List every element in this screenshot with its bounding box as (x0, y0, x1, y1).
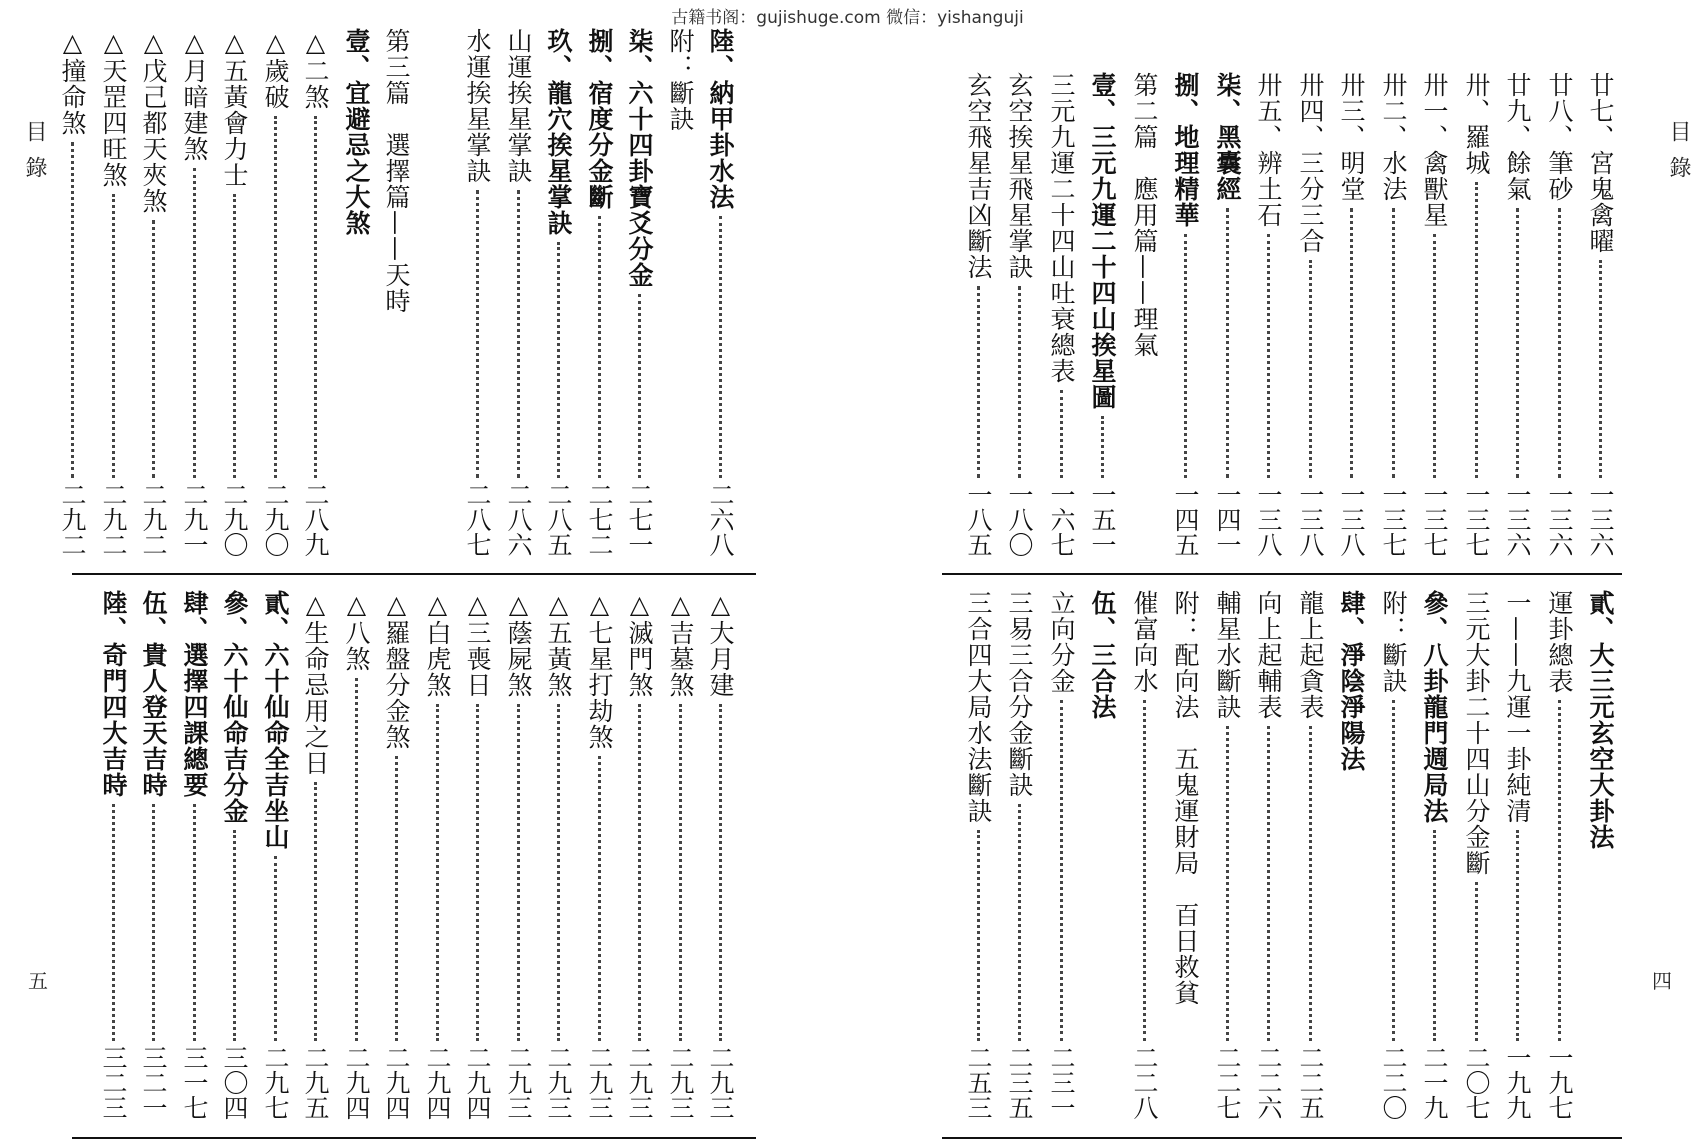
toc-leader-dots (517, 704, 520, 1041)
toc-leader-dots (517, 190, 520, 478)
toc-entry-title: 陸、納甲卦水法 (706, 28, 735, 210)
toc-entry-title: 卅、羅城 (1462, 72, 1491, 176)
toc-entry[interactable] (417, 28, 457, 571)
toc-leader-dots (557, 704, 560, 1041)
toc-entry-title: 柒、六十四卦寶爻分金 (625, 28, 654, 288)
toc-page-number: 二二〇 (1379, 1045, 1408, 1120)
toc-entry-title: 三元九運二十四山吐衰總表 (1047, 72, 1076, 384)
toc-page-number: 二三一 (1047, 1045, 1076, 1120)
toc-entry[interactable] (255, 28, 295, 571)
toc-entry-title: 運卦總表 (1545, 590, 1574, 694)
right-bottom-rule (942, 1137, 1622, 1139)
toc-entry-title: 廿九、餘氣 (1503, 72, 1532, 202)
toc-entry-title: 玖、龍穴挨星掌訣 (544, 28, 573, 236)
toc-entry[interactable] (174, 28, 214, 571)
toc-leader-dots (719, 216, 722, 478)
toc-entry-title: 龍上起貪表 (1296, 590, 1325, 720)
toc-entry-title: 附：斷訣 (666, 28, 695, 132)
toc-entry[interactable] (1373, 590, 1413, 1135)
toc-page-number: 二二七 (1213, 1045, 1242, 1120)
toc-entry[interactable] (1456, 72, 1496, 571)
toc-entry-title: 附：斷訣 (1379, 590, 1408, 694)
toc-page-number: 二二八 (1130, 1045, 1159, 1120)
toc-page-number: 二一九 (1420, 1045, 1449, 1120)
left-divider (72, 573, 756, 575)
toc-leader-dots (112, 194, 115, 478)
toc-entry[interactable] (538, 590, 578, 1135)
toc-page-number: 二八七 (463, 482, 492, 557)
toc-page-number: 二九二 (139, 482, 168, 557)
toc-page-number: 一八五 (964, 482, 993, 557)
right-page-number: 四 (1652, 969, 1672, 993)
toc-leader-dots (679, 704, 682, 1041)
toc-entry[interactable] (457, 590, 497, 1135)
toc-page-number: 一六七 (1047, 482, 1076, 557)
toc-entry[interactable] (1248, 72, 1288, 571)
toc-leader-dots (1599, 260, 1602, 478)
toc-entry-title: 柒、黑囊經 (1213, 72, 1242, 202)
toc-leader-dots (1309, 260, 1312, 478)
toc-entry[interactable] (133, 28, 173, 571)
toc-entry[interactable] (255, 590, 295, 1135)
toc-entry-title: 伍、貴人登天吉時 (139, 590, 168, 798)
toc-page-number: 一九七 (1545, 1045, 1574, 1120)
toc-leader-dots (1226, 208, 1229, 478)
toc-entry-title: △二煞 (301, 28, 330, 110)
toc-leader-dots (1392, 700, 1395, 1041)
toc-page-number: 二九三 (585, 1045, 614, 1120)
toc-leader-dots (1143, 700, 1146, 1041)
toc-entry[interactable] (1207, 72, 1247, 571)
toc-page-number: 二七二 (585, 482, 614, 557)
toc-entry-title: △天罡四旺煞 (99, 28, 128, 188)
toc-leader-dots (1516, 830, 1519, 1041)
toc-entry-title: 玄空挨星飛星掌訣 (1005, 72, 1034, 280)
toc-entry[interactable] (660, 590, 700, 1135)
toc-entry[interactable] (133, 590, 173, 1135)
toc-leader-dots (395, 756, 398, 1041)
toc-leader-dots (355, 678, 358, 1041)
toc-entry[interactable] (1331, 72, 1371, 571)
toc-leader-dots (1475, 882, 1478, 1041)
toc-entry[interactable] (295, 28, 335, 571)
toc-entry[interactable] (1331, 590, 1371, 1135)
toc-leader-dots (1433, 234, 1436, 478)
toc-entry-title: 第三篇 選擇篇——天時 (382, 28, 411, 314)
toc-entry-title: 立向分金 (1047, 590, 1076, 694)
toc-leader-dots (1060, 390, 1063, 478)
toc-entry[interactable] (336, 590, 376, 1135)
toc-leader-dots (1475, 182, 1478, 478)
toc-entry[interactable] (1539, 590, 1579, 1135)
toc-leader-dots (1558, 700, 1561, 1041)
toc-page-number: 一三六 (1503, 482, 1532, 557)
toc-entry-title: 壹、三元九運二十四山挨星圖 (1088, 72, 1117, 410)
toc-page-number: 二九三 (544, 1045, 573, 1120)
toc-entry-title: 廿七、宮鬼禽曜 (1586, 72, 1615, 254)
toc-entry-title: 捌、宿度分金斷 (585, 28, 614, 210)
toc-entry[interactable] (619, 590, 659, 1135)
toc-leader-dots (1101, 416, 1104, 478)
toc-entry-title: △吉墓煞 (666, 590, 695, 698)
toc-page-number: 二九三 (504, 1045, 533, 1120)
toc-leader-dots (977, 286, 980, 478)
toc-entry-title: 捌、地理精華 (1171, 72, 1200, 228)
toc-page-number: 二九四 (463, 1045, 492, 1120)
toc-entry-title: △羅盤分金煞 (382, 590, 411, 750)
left-page-number: 五 (28, 969, 48, 993)
toc-entry[interactable] (336, 28, 376, 571)
toc-page-number: 二九一 (180, 482, 209, 557)
toc-entry-title: 陸、奇門四大吉時 (99, 590, 128, 798)
toc-entry[interactable] (295, 590, 335, 1135)
toc-page-number: 一三七 (1420, 482, 1449, 557)
left-side-label: 目錄 (22, 120, 47, 192)
toc-entry-title: 玄空飛星吉凶斷法 (964, 72, 993, 280)
toc-entry[interactable] (579, 590, 619, 1135)
toc-page-number: 一三七 (1462, 482, 1491, 557)
toc-entry[interactable] (1539, 72, 1579, 571)
toc-page-number: 二三五 (1005, 1045, 1034, 1120)
toc-page-number: 二七一 (625, 482, 654, 557)
toc-page-number: 一四一 (1213, 482, 1242, 557)
toc-leader-dots (1267, 234, 1270, 478)
toc-entry-title: △蔭屍煞 (504, 590, 533, 698)
toc-entry[interactable] (700, 590, 740, 1135)
toc-leader-dots (233, 830, 236, 1041)
toc-entry[interactable] (174, 590, 214, 1135)
toc-entry[interactable] (579, 28, 619, 571)
toc-page-number: 二六八 (706, 482, 735, 557)
toc-entry-title: 輔星水斷訣 (1213, 590, 1242, 720)
toc-entry[interactable] (498, 590, 538, 1135)
toc-entry[interactable] (1041, 590, 1081, 1135)
toc-entry[interactable] (1124, 590, 1164, 1135)
toc-page-number: 二九二 (58, 482, 87, 557)
toc-page-number: 三二三 (99, 1045, 128, 1120)
toc-leader-dots (233, 194, 236, 478)
toc-entry[interactable] (93, 590, 133, 1135)
toc-page-number: 三一七 (180, 1045, 209, 1120)
toc-leader-dots (1516, 208, 1519, 478)
toc-entry[interactable] (700, 28, 740, 571)
toc-entry[interactable] (1082, 72, 1122, 571)
toc-entry-title: 廿八、筆砂 (1545, 72, 1574, 202)
toc-entry-title: △七星打劫煞 (585, 590, 614, 750)
toc-leader-dots (1018, 286, 1021, 478)
toc-entry-title: △生命忌用之日 (301, 590, 330, 776)
toc-entry[interactable] (999, 72, 1039, 571)
toc-page-number: 二九〇 (220, 482, 249, 557)
toc-entry-title: 伍、三合法 (1088, 590, 1117, 720)
toc-entry-title: △三喪日 (463, 590, 492, 698)
toc-page-number: 一五一 (1088, 482, 1117, 557)
toc-entry[interactable] (417, 590, 457, 1135)
toc-entry[interactable] (498, 28, 538, 571)
toc-entry-title: △大月建 (706, 590, 735, 698)
toc-entry-title: 卅二、水法 (1379, 72, 1408, 202)
toc-page-number: 三〇四 (220, 1045, 249, 1120)
toc-page-number: 一三六 (1586, 482, 1615, 557)
toc-entry[interactable] (1124, 72, 1164, 571)
toc-leader-dots (476, 190, 479, 478)
toc-leader-dots (719, 704, 722, 1041)
toc-entry-title: 催富向水 (1130, 590, 1159, 694)
toc-entry-title: △滅門煞 (625, 590, 654, 698)
toc-page-number: 一三八 (1296, 482, 1325, 557)
toc-entry[interactable] (999, 590, 1039, 1135)
toc-leader-dots (1018, 804, 1021, 1041)
toc-entry[interactable] (1207, 590, 1247, 1135)
toc-entry-title: 第二篇 應用篇——理氣 (1130, 72, 1159, 358)
toc-leader-dots (557, 242, 560, 478)
toc-page-number: 二八九 (301, 482, 330, 557)
toc-entry[interactable] (52, 28, 92, 571)
toc-entry-title: 參、八卦龍門週局法 (1420, 590, 1449, 824)
toc-leader-dots (1350, 208, 1353, 478)
toc-entry[interactable] (214, 28, 254, 571)
toc-entry-title: △白虎煞 (423, 590, 452, 698)
toc-entry[interactable] (1165, 590, 1205, 1135)
toc-entry-title: 附：配向法 五鬼運財局 百日救貧 (1171, 590, 1200, 1006)
toc-page-number: 二九四 (423, 1045, 452, 1120)
toc-entry-title: 卅四、三分三合 (1296, 72, 1325, 254)
toc-page-number: 一八〇 (1005, 482, 1034, 557)
toc-entry-title: 參、六十仙命吉分金 (220, 590, 249, 824)
toc-entry[interactable] (1041, 72, 1081, 571)
toc-entry[interactable] (1373, 72, 1413, 571)
toc-entry-title: 三易三合分金斷訣 (1005, 590, 1034, 798)
toc-entry[interactable] (376, 28, 416, 571)
toc-entry[interactable] (958, 590, 998, 1135)
toc-page-number: 二八六 (504, 482, 533, 557)
toc-page-number: 一三八 (1337, 482, 1366, 557)
toc-leader-dots (274, 116, 277, 478)
toc-entry[interactable] (1248, 590, 1288, 1135)
toc-leader-dots (1309, 726, 1312, 1041)
toc-entry-title: △撞命煞 (58, 28, 87, 136)
toc-leader-dots (193, 168, 196, 478)
toc-entry[interactable] (660, 28, 700, 571)
toc-page-number: 一三七 (1379, 482, 1408, 557)
toc-leader-dots (152, 220, 155, 478)
toc-page-number: 一九九 (1503, 1045, 1532, 1120)
toc-entry-title: 卅一、禽獸星 (1420, 72, 1449, 228)
toc-entry[interactable] (538, 28, 578, 571)
toc-page-number: 二五三 (964, 1045, 993, 1120)
toc-leader-dots (1433, 830, 1436, 1041)
toc-entry-title: 水運挨星掌訣 (463, 28, 492, 184)
toc-page-number: 二二六 (1254, 1045, 1283, 1120)
toc-entry[interactable] (457, 28, 497, 571)
toc-page-number: 二九二 (99, 482, 128, 557)
toc-page-number: 一三八 (1254, 482, 1283, 557)
toc-entry[interactable] (1456, 590, 1496, 1135)
toc-page-number: 二九四 (382, 1045, 411, 1120)
toc-entry[interactable] (1165, 72, 1205, 571)
toc-page-number: 一三六 (1545, 482, 1574, 557)
toc-entry[interactable] (1290, 590, 1330, 1135)
toc-page-number: 二九三 (625, 1045, 654, 1120)
toc-entry[interactable] (1290, 72, 1330, 571)
toc-entry[interactable] (1082, 590, 1122, 1135)
toc-page-number: 二九〇 (261, 482, 290, 557)
toc-leader-dots (1558, 208, 1561, 478)
toc-entry-title: 肆、淨陰淨陽法 (1337, 590, 1366, 772)
toc-leader-dots (152, 804, 155, 1041)
toc-entry-title: 壹、宜避忌之大煞 (342, 28, 371, 236)
toc-entry-title: 貳、大三元玄空大卦法 (1586, 590, 1615, 850)
toc-entry-title: △月暗建煞 (180, 28, 209, 162)
toc-page-number: 二〇七 (1462, 1045, 1491, 1120)
toc-leader-dots (1267, 726, 1270, 1041)
toc-page-number: 二二五 (1296, 1045, 1325, 1120)
toc-leader-dots (1184, 234, 1187, 478)
toc-leader-dots (598, 216, 601, 478)
toc-page-number: 一四五 (1171, 482, 1200, 557)
toc-leader-dots (274, 856, 277, 1041)
toc-entry-title: 貳、六十仙命全吉坐山 (261, 590, 290, 850)
toc-entry[interactable] (376, 590, 416, 1135)
toc-entry-title: 卅五、辨土石 (1254, 72, 1283, 228)
toc-entry-title: △五黃會力士 (220, 28, 249, 188)
toc-entry[interactable] (1580, 590, 1620, 1135)
toc-entry[interactable] (1497, 72, 1537, 571)
toc-leader-dots (638, 704, 641, 1041)
toc-entry-title: 卅三、明堂 (1337, 72, 1366, 202)
toc-entry[interactable] (93, 28, 133, 571)
right-side-label: 目錄 (1666, 120, 1691, 192)
left-bottom-rule (72, 1137, 756, 1139)
toc-page-number: 二九五 (301, 1045, 330, 1120)
toc-entry-title: △戊己都天夾煞 (139, 28, 168, 214)
toc-leader-dots (112, 804, 115, 1041)
right-divider (942, 573, 1622, 575)
toc-entry-title: △歲破 (261, 28, 290, 110)
toc-entry[interactable] (1580, 72, 1620, 571)
toc-entry-title: △五黃煞 (544, 590, 573, 698)
toc-entry[interactable] (958, 72, 998, 571)
toc-entry-title: 一——九運一卦純清 (1503, 590, 1532, 824)
toc-entry-title: 三元大卦二十四山分金斷 (1462, 590, 1491, 876)
toc-leader-dots (1226, 726, 1229, 1041)
toc-page-number: 二八五 (544, 482, 573, 557)
toc-leader-dots (314, 782, 317, 1041)
toc-page-number: 三二一 (139, 1045, 168, 1120)
toc-leader-dots (476, 704, 479, 1041)
toc-leader-dots (1060, 700, 1063, 1041)
toc-leader-dots (1392, 208, 1395, 478)
toc-leader-dots (71, 142, 74, 478)
toc-page-number: 二九七 (261, 1045, 290, 1120)
toc-entry-title: △八煞 (342, 590, 371, 672)
toc-leader-dots (638, 294, 641, 478)
toc-entry-title: 三合四大局水法斷訣 (964, 590, 993, 824)
toc-leader-dots (598, 756, 601, 1041)
toc-entry[interactable] (1414, 72, 1454, 571)
toc-leader-dots (314, 116, 317, 478)
toc-page-number: 二九三 (666, 1045, 695, 1120)
watermark: 古籍书阁：gujishuge.com 微信：yishanguji (671, 8, 1024, 28)
toc-entry[interactable] (1497, 590, 1537, 1135)
toc-entry-title: 向上起輔表 (1254, 590, 1283, 720)
toc-entry[interactable] (619, 28, 659, 571)
toc-page-number: 二九三 (706, 1045, 735, 1120)
toc-entry[interactable] (214, 590, 254, 1135)
toc-entry-title: 山運挨星掌訣 (504, 28, 533, 184)
toc-leader-dots (193, 804, 196, 1041)
toc-page-number: 二九四 (342, 1045, 371, 1120)
toc-entry-title: 肆、選擇四課總要 (180, 590, 209, 798)
toc-leader-dots (436, 704, 439, 1041)
toc-entry[interactable] (1414, 590, 1454, 1135)
toc-leader-dots (977, 830, 980, 1041)
